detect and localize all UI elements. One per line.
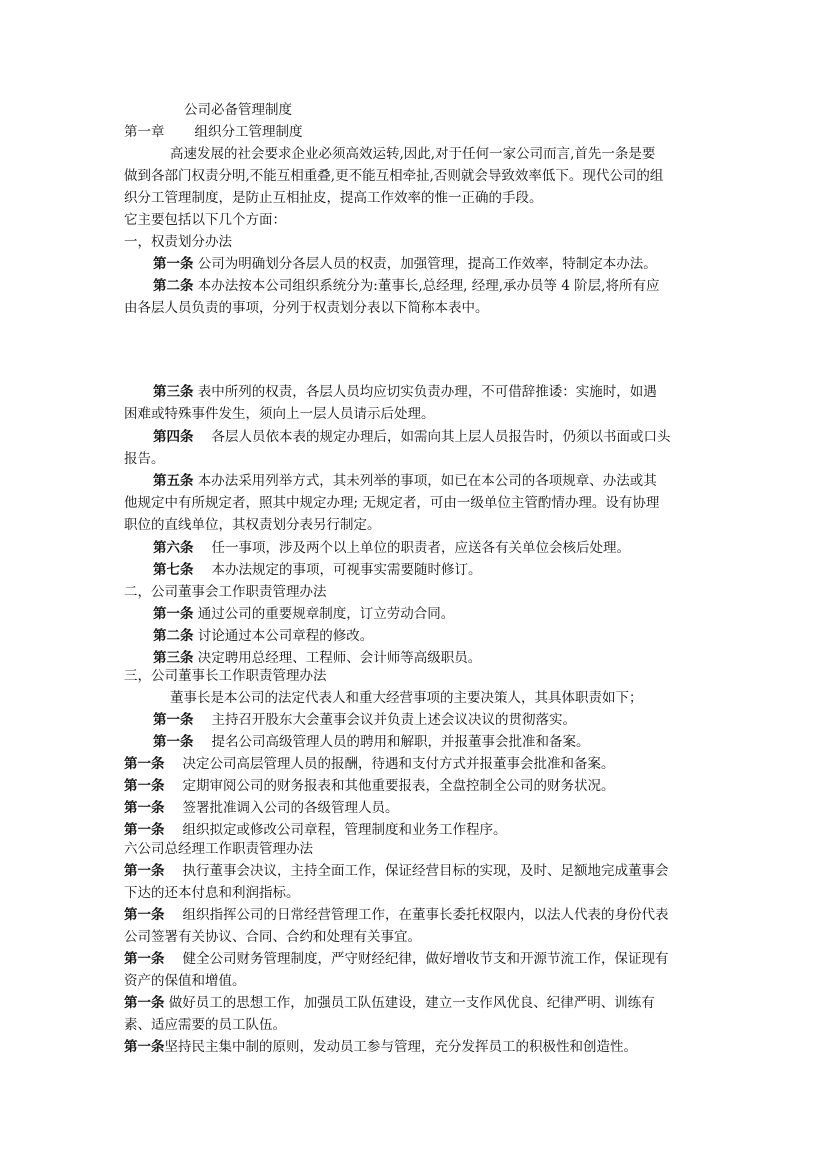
intro-line-1: 高速发展的社会要求企业必须高效运转,因此,对于任何一家公司而言,首先一条是要 bbox=[170, 146, 656, 162]
document-title: 公司必备管理制度 bbox=[184, 102, 292, 118]
s6-article-4 bbox=[124, 992, 655, 1014]
s3-article-1 bbox=[153, 709, 576, 731]
s1-article-4 bbox=[153, 426, 671, 448]
article-label: 第七条 bbox=[153, 562, 194, 578]
s3-article-5 bbox=[124, 797, 399, 819]
article-text: 公司为明确划分各层人员的权责，加强管理，提高工作效率，特制定本办法。 bbox=[197, 256, 657, 272]
article-text: 本办法规定的事项，可视事实需要随时修订。 bbox=[211, 562, 482, 578]
article-label: 第一条 bbox=[153, 712, 194, 728]
article-label: 第一条 bbox=[153, 734, 194, 750]
article-text: 做好员工的思想工作，加强员工队伍建设，建立一支作风优良、纪律严明、训练有 bbox=[168, 995, 655, 1011]
article-text: 签署批准调入公司的各级管理人员。 bbox=[182, 800, 399, 816]
s1-article-2-cont: 由各层人员负责的事项，分列于权责划分表以下简称本表中。 bbox=[124, 300, 489, 316]
article-label: 第一条 bbox=[124, 822, 165, 838]
chapter-name: 组织分工管理制度 bbox=[194, 124, 303, 140]
article-text: 本办法按本公司组织系统分为:董事长,总经理, 经理,承办员等 4 阶层,将所有应 bbox=[197, 278, 660, 294]
intro-line-3: 织分工管理制度，是防止互相扯皮，提高工作效率的惟一正确的手段。 bbox=[124, 190, 543, 206]
article-text: 决定公司高层管理人员的报酬，待遇和支付方式并报董事会批准和备案。 bbox=[182, 756, 615, 772]
s1-article-7 bbox=[153, 559, 482, 581]
s1-article-2 bbox=[153, 275, 659, 297]
s1-article-5-cont-1: 他规定中有所规定者，照其中规定办理; 无规定者，可由一级单位主管酌情办理。设有协理 bbox=[124, 495, 660, 511]
intro-line-2: 做到各部门权责分明,不能互相重叠,更不能互相牵扯,否则就会导致效率低下。现代公司的组 bbox=[124, 168, 664, 184]
s1-article-1 bbox=[153, 253, 657, 275]
article-label: 第一条 bbox=[124, 778, 165, 794]
s6-article-2 bbox=[124, 904, 669, 926]
s6-article-1-cont: 下达的还本付息和利润指标。 bbox=[124, 885, 300, 901]
article-text: 本办法采用列举方式，其未列举的事项，如已在本公司的各项规章、办法或其 bbox=[197, 473, 657, 489]
article-text: 决定聘用总经理、工程师、会计师等高级职员。 bbox=[197, 650, 482, 666]
chapter-heading bbox=[124, 121, 303, 143]
section-3-heading: 三，公司董事长工作职责管理办法 bbox=[124, 668, 327, 684]
chapter-number: 第一章 bbox=[124, 124, 165, 140]
article-text: 主持召开股东大会董事会议并负责上述会议决议的贯彻落实。 bbox=[211, 712, 576, 728]
article-label: 第一条 bbox=[124, 756, 165, 772]
s1-article-4-cont: 报告。 bbox=[124, 451, 165, 467]
intro-line-4: 它主要包括以下几个方面： bbox=[124, 212, 286, 228]
section-1-heading: 一，权责划分办法 bbox=[124, 234, 232, 250]
s6-article-5 bbox=[124, 1036, 637, 1058]
article-label: 第五条 bbox=[153, 473, 194, 489]
s3-article-3 bbox=[124, 753, 615, 775]
article-label: 第一条 bbox=[153, 256, 194, 272]
s1-article-3 bbox=[153, 381, 657, 403]
article-text: 提名公司高级管理人员的聘用和解职，并报董事会批准和备案。 bbox=[211, 734, 590, 750]
s1-article-3-cont: 困难或特殊事件发生，须向上一层人员请示后处理。 bbox=[124, 406, 435, 422]
article-label: 第四条 bbox=[153, 429, 194, 445]
article-text: 定期审阅公司的财务报表和其他重要报表，全盘控制全公司的财务状况。 bbox=[182, 778, 615, 794]
article-label: 第一条 bbox=[124, 995, 165, 1011]
article-label: 第三条 bbox=[153, 650, 194, 666]
article-label: 第六条 bbox=[153, 540, 194, 556]
article-text: 通过公司的重要规章制度，订立劳动合同。 bbox=[197, 606, 455, 622]
s6-article-3-cont: 资产的保值和增值。 bbox=[124, 973, 246, 989]
article-text: 执行董事会决议，主持全面工作，保证经营目标的实现，及时、足额地完成董事会 bbox=[182, 863, 669, 879]
s1-article-5 bbox=[153, 470, 657, 492]
s1-article-5-cont-2: 职位的直线单位，其权责划分表另行制定。 bbox=[124, 517, 381, 533]
article-label: 第一条 bbox=[124, 800, 165, 816]
article-text: 坚持民主集中制的原则，发动员工参与管理，充分发挥员工的积极性和创造性。 bbox=[164, 1039, 637, 1055]
article-label: 第一条 bbox=[124, 907, 165, 923]
s2-article-2 bbox=[153, 625, 373, 647]
article-label: 第一条 bbox=[153, 606, 194, 622]
s6-article-3 bbox=[124, 948, 669, 970]
article-text: 健全公司财务管理制度，严守财经纪律，做好增收节支和开源节流工作，保证现有 bbox=[182, 951, 669, 967]
s3-article-2 bbox=[153, 731, 590, 753]
s2-article-1 bbox=[153, 603, 454, 625]
article-text: 表中所列的权责，各层人员均应切实负责办理，不可借辞推诿：实施时，如遇 bbox=[197, 384, 657, 400]
article-text: 各层人员依本表的规定办理后，如需向其上层人员报告时，仍须以书面或口头 bbox=[211, 429, 671, 445]
article-text: 组织拟定或修改公司章程，管理制度和业务工作程序。 bbox=[182, 822, 507, 838]
s1-article-6 bbox=[153, 537, 630, 559]
article-text: 任一事项，涉及两个以上单位的职责者，应送各有关单位会核后处理。 bbox=[211, 540, 630, 556]
article-label: 第二条 bbox=[153, 628, 194, 644]
section-6-heading: 六公司总经理工作职责管理办法 bbox=[124, 841, 313, 857]
section-2-heading: 二，公司董事会工作职责管理办法 bbox=[124, 584, 327, 600]
s6-article-4-cont: 素、适应需要的员工队伍。 bbox=[124, 1017, 286, 1033]
article-label: 第一条 bbox=[124, 951, 165, 967]
s6-article-1 bbox=[124, 860, 669, 882]
article-label: 第一条 bbox=[124, 1039, 165, 1055]
s3-intro: 董事长是本公司的法定代表人和重大经营事项的主要决策人，其具体职责如下； bbox=[170, 690, 643, 706]
article-label: 第一条 bbox=[124, 863, 165, 879]
article-text: 组织指挥公司的日常经营管理工作，在董事长委托权限内，以法人代表的身份代表 bbox=[182, 907, 669, 923]
article-text: 讨论通过本公司章程的修改。 bbox=[197, 628, 374, 644]
article-label: 第二条 bbox=[153, 278, 194, 294]
s3-article-4 bbox=[124, 775, 615, 797]
s6-article-2-cont: 公司签署有关协议、合同、合约和处理有关事宜。 bbox=[124, 929, 421, 945]
article-label: 第三条 bbox=[153, 384, 194, 400]
